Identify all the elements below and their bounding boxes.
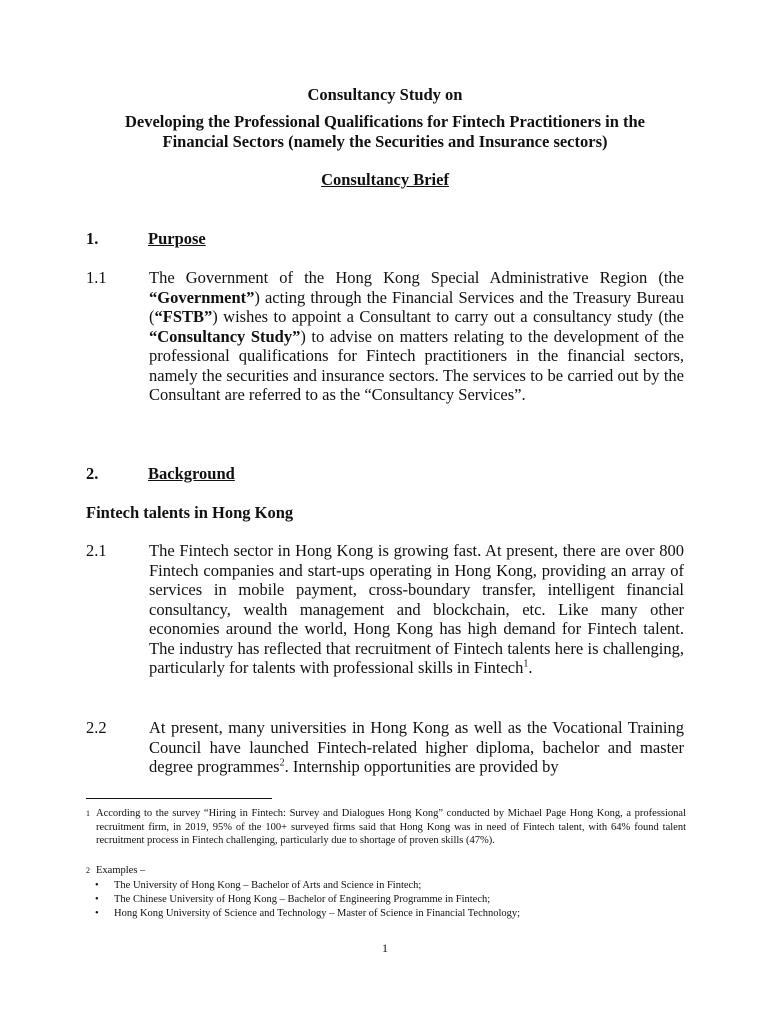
section-1-number: 1. xyxy=(86,229,99,248)
subheading-fintech-talents: Fintech talents in Hong Kong xyxy=(86,503,294,522)
bullet-icon: • xyxy=(95,908,99,919)
consultancy-study-term: “Consultancy Study” xyxy=(149,326,301,346)
bullet-text: Hong Kong University of Science and Technology – Master of Science in Financial Technology; xyxy=(114,908,521,919)
para-1-1-c: ) acting through the Financial Services and the Treasury Bureau ( xyxy=(149,287,684,326)
footnote-2-text: Examples – xyxy=(96,865,146,876)
fstb-term: “FSTB” xyxy=(154,307,213,326)
para-1-1 xyxy=(149,268,684,405)
document-subtitle xyxy=(0,112,770,152)
footnote-separator xyxy=(86,798,272,799)
document-title: Consultancy Study on xyxy=(307,85,463,104)
para-2-1-end: . xyxy=(528,658,533,677)
bullet-text: The University of Hong Kong – Bachelor of Arts and Science in Fintech; xyxy=(114,880,422,891)
section-1-title: Purpose xyxy=(148,229,206,248)
footnote-1 xyxy=(86,807,686,848)
bullet-icon: • xyxy=(95,894,99,905)
footnote-2 xyxy=(86,864,686,878)
footnote-2-mark: 2 xyxy=(86,866,90,875)
consultancy-brief-heading: Consultancy Brief xyxy=(321,170,449,189)
para-2-2 xyxy=(149,718,684,777)
footnote-1-mark: 1 xyxy=(86,809,90,818)
bullet-text: The Chinese University of Hong Kong – Bachelor of Engineering Programme in Fintech; xyxy=(114,894,491,905)
para-2-2-text: At present, many universities in Hong Kong as well as the Vocational Training Council have launched Fintech-related higher diploma, bachelor and master degree programmes xyxy=(149,718,684,776)
bullet-icon: • xyxy=(95,880,99,891)
para-1-1-e: ) wishes to appoint a Consultant to carry out a consultancy study (the xyxy=(212,307,684,326)
section-2-number: 2. xyxy=(86,464,99,483)
footnote-1-text: According to the survey “Hiring in Fintech: Survey and Dialogues Hong Kong” conducted by Michael Page Hong Kong, a professional recruitment firm, in 2019, 95% of the 100+ surveyed firms said that Hong Kong was in need of Fintech talent, with 64% found talent recruitment process in Fintech challenging, particularly due to shortage of proven skills (47%). xyxy=(96,808,686,846)
para-2-1-number: 2.1 xyxy=(86,541,107,560)
footnote-ref-1[interactable]: 1 xyxy=(523,658,529,670)
para-2-2-number: 2.2 xyxy=(86,718,107,737)
section-2-title: Background xyxy=(148,464,235,483)
para-2-2-end: . Internship opportunities are provided by xyxy=(284,757,559,776)
document-subtitle-text: Developing the Professional Qualifications for Fintech Practitioners in the Financial Sectors (namely the Securities and Insurance sectors) xyxy=(124,112,645,151)
government-term: “Government” xyxy=(149,287,255,307)
para-1-1-number: 1.1 xyxy=(86,268,107,287)
footnote-ref-2[interactable]: 2 xyxy=(279,757,285,769)
page-number: 1 xyxy=(382,941,388,955)
para-2-1 xyxy=(149,541,684,678)
para-1-1-g: ) to advise on matters relating to the development of the professional qualifications for Fintech practitioners in the financial sectors, namely the securities and insurance sectors. The services to be carried out by the Consultant are referred to as the “Consultancy Services”. xyxy=(149,326,685,404)
para-2-1-text: The Fintech sector in Hong Kong is growing fast. At present, there are over 800 Fintech companies and start-ups operating in Hong Kong, providing an array of services in mobile payment, cross-boundary transfer, intelligent financial consultancy, wealth management and blockchain, etc. Like many other economies around the world, Hong Kong has high demand for Fintech talent. The industry has reflected that recruitment of Fintech talents here is challenging, particularly for talents with professional skills in Fintech xyxy=(149,541,684,677)
para-1-1-a: The Government of the Hong Kong Special Administrative Region (the xyxy=(149,268,684,287)
